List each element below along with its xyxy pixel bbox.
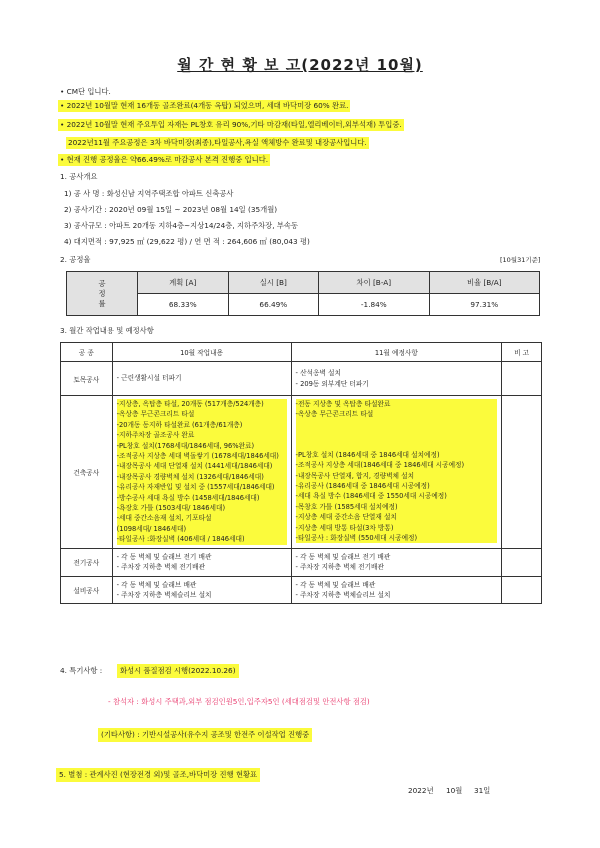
row-arch-plan-b-9: -타일공사 : 화장실벽 (550세대 시공예정) [295,534,418,543]
progress-value-diff: -1.84% [319,294,429,316]
row-elec-plan-2: - 주차장 지하층 벽체 전기배관 [295,563,384,572]
date-month: 10월 [446,786,463,795]
work-table [60,342,542,604]
intro-line-3: • 2022년 10월말 현재 주요투입 자재는 PL창호 유리 90%,기타 마감재(타일,엘리베이터,외부석재) 투입중. [60,120,402,129]
row-arch-current-b-9: (1098세대/ 1846세대) [116,524,187,533]
row-mech-plan-2: - 주차장 지하층 벽체슬리브 설치 [295,590,391,599]
work-header-category: 공 종 [61,343,113,362]
row-civil-remarks [502,362,542,396]
section4-other: (기타사항) : 기반시설공사(유수지 공조및 한전주 이설작업 진행중 [98,728,312,742]
row-arch-current-b-6: -방수공사 세대 욕실 방수 (1458세대/1846세대) [116,493,260,502]
row-mech-category: 설비공사 [61,576,113,604]
progress-table [66,271,540,316]
row-mech-current-1: - 각 동 벽체 및 슬래브 배관 [116,580,197,589]
progress-value-plan: 68.33% [138,294,229,316]
row-arch-remarks [502,396,542,549]
row-arch-current-b-4: -내장목공사 경량벽체 설치 (1326세대/1846세대) [116,472,264,481]
row-arch-plan-b-8: -지상층 세대 방통 타설(3차 방통) [295,523,394,532]
row-arch-plan-b-5: -세대 욕실 방수 (1846세대 중 1550세대 시공예정) [295,492,447,501]
section2-heading: 2. 공정율 [60,255,91,264]
row-mech-remarks [502,576,542,604]
row-elec-category: 전기공사 [61,548,113,576]
row-elec-plan-1: - 각 동 벽체 및 슬래브 전기 배관 [295,552,391,561]
row-civil-plan-2: - 209동 외부계단 터파기 [295,379,369,388]
row-arch-plan-b-2: -조적공사 지상층 세대(1846세대 중 1846세대 시공예정) [295,461,465,470]
intro-line-5: • 현재 진행 공정율은 약66.49%로 마감공사 본격 진행중 입니다. [60,155,269,164]
progress-value-actual: 66.49% [228,294,319,316]
row-arch-current-a-1: -지상층, 옥탑층 타설, 20개동 (517개층/524개층) [116,400,264,408]
section1-heading: 1. 공사개요 [60,172,98,181]
row-arch-plan-b-6: -목창호 가틀 (1585세대 설치예정) [295,502,398,511]
section1-item-1: 1) 공 사 명 : 화성신남 지역주택조합 아파트 신축공사 [64,189,234,198]
row-mech-current-2: - 주차장 지하층 벽체슬리브 설치 [116,590,212,599]
intro-line-4: 2022년11월 주요공정은 3차 바닥미장(최종),타일공사,욕실 액체방수 완료및 내장공사입니다. [68,138,367,147]
row-arch-current-b-1: -PL창호 설치(1768세대/1846세대, 96%완료) [116,441,255,450]
progress-header-diff: 차이 [B-A] [319,272,429,294]
row-civil-category: 토목공사 [61,362,113,396]
row-elec-current-2: - 주차장 지하층 벽체 전기배관 [116,563,206,572]
row-arch-category: 건축공사 [61,396,113,549]
row-arch-current-b-8: -세대 중간소음재 설치, 기포타설 [116,514,212,523]
row-mech-plan-1: - 각 동 벽체 및 슬래브 배관 [295,580,376,589]
row-arch-current-a-3: -20개동 동지하 타설완료 (61개층/61개층) [116,420,243,429]
row-arch-plan-b-1: -PL창호 설치 (1846세대 중 1846세대 설치예정) [295,450,440,459]
row-elec-current-1: - 각 동 벽체 및 슬래브 전기 배관 [116,552,212,561]
section4-attendees: - 참석자 : 화성시 주택과,외부 점검인원5인,입주자5인 (세대점검및 안전사항 점검) [108,697,370,706]
row-arch-current-b-2: -조적공사 지상층 세대 벽돌쌓기 (1678세대/1846세대) [116,452,279,461]
row-arch-current-b-5: -유리공사 자재반입 및 설치 중 (1557세대/1846세대) [116,483,275,492]
intro-line-2: • 2022년 10월말 현재 16개동 골조완료(4개동 옥탑) 되었으며, 세대 바닥미장 60% 완료. [60,101,349,110]
row-arch-plan-b-3: -내장목공사 단열재, 합지, 경량벽체 설치 [295,471,415,480]
progress-value-ratio: 97.31% [429,294,539,316]
row-arch-current-a-2: -옥상층 무근콘크리트 타설 [116,410,195,419]
row-arch-current-a-4: -지하주차장 골조공사 완료 [116,431,195,440]
progress-header-actual: 실시 [B] [228,272,319,294]
progress-header-plan: 계획 [A] [138,272,229,294]
row-arch-current-b-7: -욕장호 가틀 (1503세대/ 1846세대) [116,504,226,513]
row-arch-plan-b-4: -유리공사 (1846세대 중 1846세대 시공예정) [295,482,430,491]
date-day: 31일 [474,786,491,795]
progress-row-label: 공 정 률 [67,272,138,316]
row-arch-current-b-10: -타일공사 :화장실벽 (406세대 / 1846세대) [116,535,245,544]
section4-heading: 4. 특기사항 : [60,666,103,675]
row-arch-plan-b-7: -지상층 세대 중간소음 단열재 설치 [295,513,397,522]
section2-date-note: [10월31기준] [500,256,541,264]
row-arch-current-b-3: -내장목공사 세대 단열재 설치 (1441세대/1846세대) [116,462,273,471]
section4-main: 화성시 품질점검 시행(2022.10.26) [117,664,239,678]
row-elec-remarks [502,548,542,576]
section1-item-3: 3) 공사규모 : 아파트 20개동 지하4층~지상14/24층, 지하주차장, 부속동 [64,221,299,230]
date-year: 2022년 [408,786,434,795]
work-header-plan: 11월 예정사항 [291,343,502,362]
row-civil-plan-1: - 산석옹벽 설치 [295,369,341,378]
intro-line-1: • CM단 입니다. [60,87,111,96]
row-arch-plan-a-2: -옥상층 무근콘크리트 타설 [295,410,374,419]
section5-heading: 5. 별첨 : 관계사진 (현장전경 외)및 골조,바닥미장 진행 현황표 [56,768,260,782]
section1-item-2: 2) 공사기간 : 2020년 09월 15일 ~ 2023년 08월 14일 (35개월) [64,205,278,214]
row-civil-current-1: - 근린생활시설 터파기 [116,374,182,383]
page-title: 월 간 현 황 보 고(2022년 10월) [177,56,423,74]
section1-item-4: 4) 대지면적 : 97,925 ㎡ (29,622 평) / 연 면 적 : 264,606 ㎡ (80,043 평) [64,237,310,246]
row-arch-plan-a-1: -전동 지상층 및 옥탑층 타설완료 [295,400,391,408]
progress-header-ratio: 비율 [B/A] [429,272,539,294]
section3-heading: 3. 월간 작업내용 및 예정사항 [60,326,154,335]
work-header-current: 10월 작업내용 [112,343,291,362]
work-header-remarks: 비 고 [502,343,542,362]
